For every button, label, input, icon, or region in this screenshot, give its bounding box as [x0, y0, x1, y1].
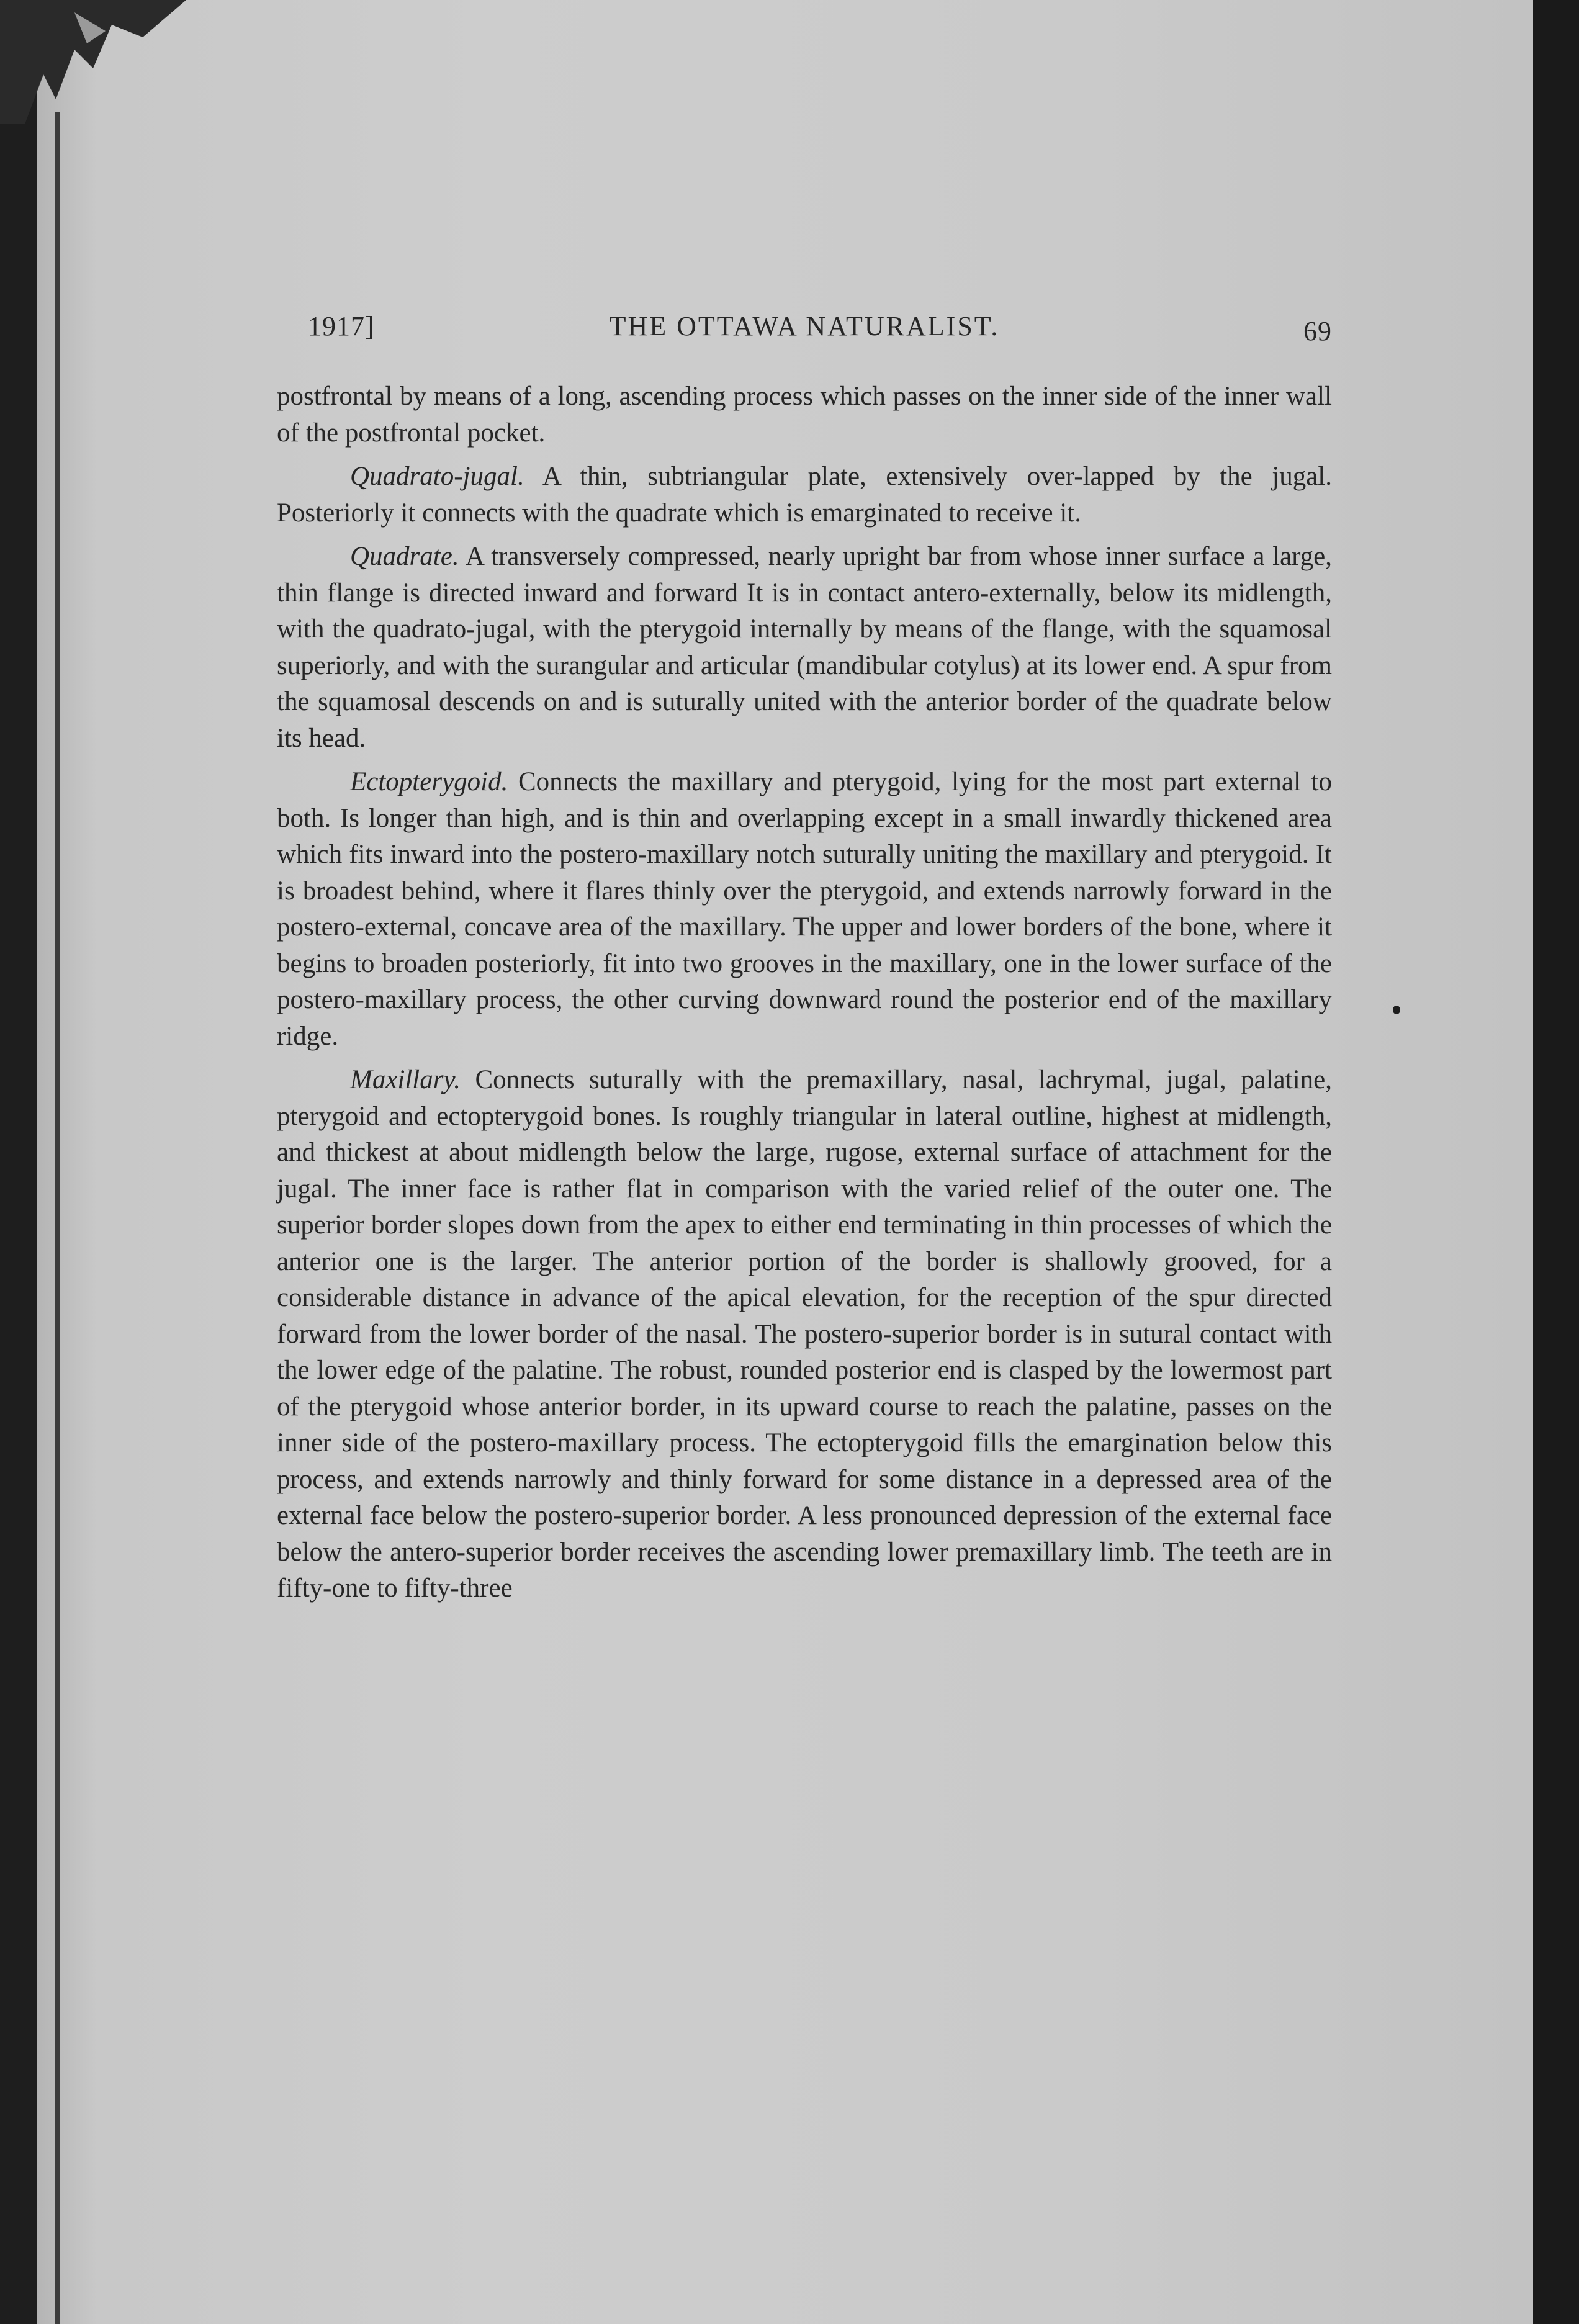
- paragraph-ectopterygoid: [277, 764, 1332, 1055]
- paragraph-quadrate: [277, 539, 1332, 757]
- paragraph-text: Connects the maxillary and pterygoid, lying for the most part external to both. Is longer than high, and is thin and overlapping except in a small inwardly thickened area which fits inward into the postero-maxillary notch suturally uniting the maxillary and pterygoid. It is broadest behind, where it flares thinly over the pterygoid, and extends narrowly forward in the postero-external, concave area of the maxillary. The upper and lower borders of the bone, where it begins to broaden posteriorly, fit into two grooves in the maxillary, one in the lower surface of the postero-maxillary process, the other curving downward round the posterior end of the maxillary ridge.: [277, 767, 1333, 1051]
- section-heading: Maxillary.: [350, 1065, 461, 1094]
- page-number: 69: [1303, 316, 1332, 346]
- scan-border-right: [1533, 0, 1579, 2324]
- page-text-block: [277, 310, 1332, 1615]
- paragraph-text: Connects suturally with the premaxillary, nasal, lachrymal, jugal, palatine, pterygoid and ectopterygoid bones. Is roughly triangular in lateral outline, highest at midlength, and thickest at about midlength below the large, rugose, external surface of attachment for the jugal. The inner face is rather flat in comparison with the varied relief of the outer one. The superior border slopes down from the apex to either end terminating in thin processes of which the anterior one is the larger. The anterior portion of the border is shallowly grooved, for a considerable distance in advance of the apical elevation, for the reception of the spur directed forward from the lower border of the nasal. The postero-superior border is in sutural contact with the lower edge of the palatine. The robust, rounded posterior end is clasped by the lowermost part of the pterygoid whose anterior border, in its upward course to reach the palatine, passes on the inner side of the postero-maxillary process. The ectopterygoid fills the emargination below this process, and extends narrowly and thinly forward for some distance in a depressed area of the external face below the postero-superior border. A less pronounced depression of the external face below the antero-superior border receives the ascending lower premaxillary limb. The teeth are in fifty-one to fifty-three: [277, 1065, 1332, 1603]
- paragraph-text: A thin, subtriangular plate, extensively over-lapped by the jugal. Posteriorly it connects with the quadrate which is emarginated to receive it.: [277, 462, 1332, 528]
- paragraph-postfrontal: [277, 379, 1332, 451]
- section-heading: Ectopterygoid.: [350, 767, 508, 796]
- paragraph-quadrato-jugal: [277, 459, 1332, 531]
- torn-corner-mark: [0, 0, 186, 124]
- paragraph-text: A transversely compressed, nearly upright bar from whose inner surface a large, thin flange is directed inward and forward It is in contact antero-externally, below its midlength, with the quadrato-jugal, with the pterygoid internally by means of the flange, with the squamosal superiorly, and with the surangular and articular (mandibular cotylus) at its lower end. A spur from the squamosal descends on and is suturally united with the anterior border of the quadrate below its head.: [277, 542, 1332, 753]
- running-head-title: THE OTTAWA NATURALIST.: [609, 311, 1000, 341]
- article-body: [277, 379, 1332, 1607]
- running-head: [277, 310, 1332, 354]
- binding-edge-line: [55, 112, 60, 2324]
- paragraph-text: postfrontal by means of a long, ascending process which passes on the inner side of the inner wall of the postfrontal pocket.: [277, 382, 1332, 448]
- paragraph-maxillary: [277, 1062, 1332, 1607]
- section-heading: Quadrate.: [350, 542, 459, 571]
- section-heading: Quadrato-jugal.: [350, 462, 524, 491]
- running-head-year: 1917]: [308, 311, 375, 341]
- ink-speck: [1393, 1006, 1400, 1014]
